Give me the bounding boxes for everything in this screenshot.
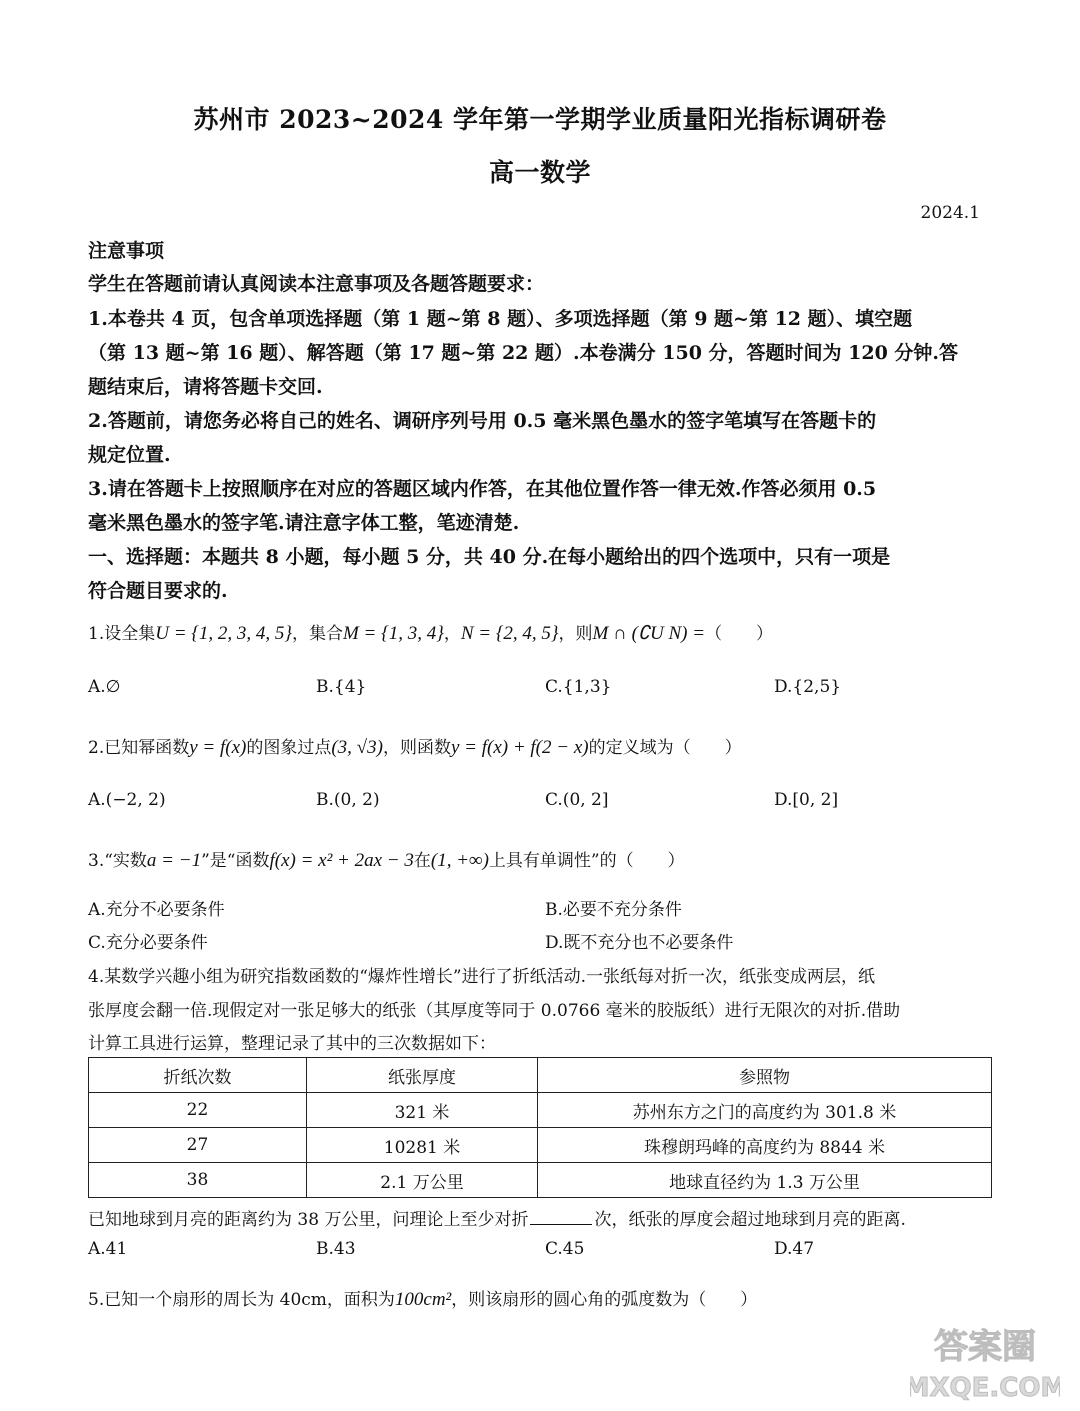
q3-option-b: B.必要不充分条件: [545, 900, 682, 920]
q2-text: 2.已知幂函数: [88, 738, 190, 758]
q1-option-b: B.{4}: [316, 677, 367, 697]
folding-data-table: [88, 1057, 992, 1198]
q5-text: 5.已知一个扇形的周长为 40cm，面积为: [88, 1290, 395, 1310]
q4-option-c: C.45: [545, 1239, 585, 1259]
question-4-line: 4.某数学兴趣小组为研究指数函数的“爆炸性增长”进行了折纸活动.一张纸每对折一次，纸张变成两层，纸: [88, 967, 876, 987]
q2-option-b: B.(0, 2): [316, 790, 380, 810]
q2-math: y = f(x): [189, 737, 247, 758]
table-cell: 地球直径约为 1.3 万公里: [538, 1163, 992, 1198]
q2-text: 的定义域为（ ）: [588, 738, 742, 758]
q4-text: 次，纸张的厚度会超过地球到月亮的距离.: [594, 1210, 906, 1230]
question-4-line: 张厚度会翻一倍.现假定对一张足够大的纸张（其厚度等同于 0.0766 毫米的胶版纸）进行无限次的对折.借助: [88, 1001, 901, 1021]
answer-blank: [530, 1223, 592, 1225]
q2-math: (3, √3): [331, 737, 383, 758]
q5-text: ，则该扇形的圆心角的弧度数为（ ）: [451, 1290, 758, 1310]
q3-text: 上具有单调性”的（ ）: [488, 851, 685, 871]
notice-line: 2.答题前，请您务必将自己的姓名、调研序列号用 0.5 毫米黑色墨水的签字笔填写在答题卡的: [88, 410, 877, 432]
table-row: [89, 1163, 992, 1198]
watermark-logo: [910, 1318, 1060, 1404]
q1-math: M ∩ (∁U N) =: [592, 623, 706, 644]
q3-text: ”是“函数: [201, 851, 270, 871]
question-4-followup: [88, 1205, 906, 1230]
question-5: [88, 1285, 757, 1311]
q1-option-c: C.{1,3}: [545, 677, 612, 697]
table-cell: 27: [89, 1128, 307, 1163]
q4-option-d: D.47: [774, 1239, 815, 1259]
notice-line: 规定位置.: [88, 444, 171, 466]
section-heading-cont: 符合题目要求的.: [88, 580, 228, 602]
q3-option-d: D.既不充分也不必要条件: [545, 933, 734, 953]
watermark-cn: 答案圈: [934, 1327, 1036, 1367]
q1-math: M = {1, 3, 4}: [342, 623, 444, 644]
q3-math: (1, +∞): [430, 850, 489, 871]
q3-math: f(x) = x² + 2ax − 3: [269, 850, 414, 871]
table-cell: 321 米: [307, 1093, 538, 1128]
q2-text: ，则函数: [382, 738, 451, 758]
notice-heading: 注意事项: [88, 240, 165, 262]
q4-option-b: B.43: [316, 1239, 356, 1259]
q1-math: U = {1, 2, 3, 4, 5}: [155, 623, 292, 644]
question-1: [88, 619, 773, 645]
notice-line: 题结束后，请将答题卡交回.: [88, 376, 323, 398]
q1-option-d: D.{2,5}: [774, 677, 842, 697]
q1-text: ，集合: [291, 624, 343, 644]
q5-math: 100cm²: [394, 1289, 452, 1310]
q3-option-c: C.充分必要条件: [88, 933, 208, 953]
q3-math: a = −1: [146, 850, 202, 871]
table-header: 纸张厚度: [307, 1058, 538, 1093]
exam-title: 苏州市 2023~2024 学年第一学期学业质量阳光指标调研卷: [193, 105, 887, 134]
q1-option-a: A.∅: [88, 677, 121, 697]
q2-option-a: A.(−2, 2): [88, 790, 166, 810]
question-3: [88, 846, 685, 872]
watermark-en: MXQE.COM: [910, 1373, 1060, 1403]
table-cell: 2.1 万公里: [307, 1163, 538, 1198]
notice-line: 3.请在答题卡上按照顺序在对应的答题区域内作答，在其他位置作答一律无效.作答必须用 0.5: [88, 478, 877, 500]
q4-option-a: A.41: [88, 1239, 128, 1259]
watermark-graphic: [910, 1318, 1060, 1404]
q3-option-a: A.充分不必要条件: [88, 900, 225, 920]
q2-option-c: C.(0, 2]: [545, 790, 609, 810]
table-cell: 珠穆朗玛峰的高度约为 8844 米: [538, 1128, 992, 1163]
notice-line: 1.本卷共 4 页，包含单项选择题（第 1 题~第 8 题）、多项选择题（第 9 题~第 12 题）、填空题: [88, 308, 913, 330]
table-header: 参照物: [538, 1058, 992, 1093]
notice-line: 毫米黑色墨水的签字笔.请注意字体工整，笔迹清楚.: [88, 512, 520, 534]
q4-text: 已知地球到月亮的距离约为 38 万公里，问理论上至少对折: [88, 1210, 529, 1230]
table-row: [89, 1128, 992, 1163]
q1-text: ，则: [558, 624, 593, 644]
table-cell: 10281 米: [307, 1128, 538, 1163]
exam-date: 2024.1: [920, 203, 980, 223]
q3-text: 3.“实数: [88, 851, 147, 871]
notice-intro: 学生在答题前请认真阅读本注意事项及各题答题要求：: [88, 273, 545, 295]
q2-text: 的图象过点: [246, 738, 332, 758]
q1-text: （ ）: [705, 624, 774, 644]
table-cell: 苏州东方之门的高度约为 301.8 米: [538, 1093, 992, 1128]
exam-subject: 高一数学: [488, 158, 591, 187]
q1-text: ，: [443, 624, 461, 644]
table-header: 折纸次数: [89, 1058, 307, 1093]
section-heading: 一、选择题：本题共 8 小题，每小题 5 分，共 40 分.在每小题给出的四个选项中，只有一项是: [88, 546, 891, 568]
notice-line: （第 13 题~第 16 题）、解答题（第 17 题~第 22 题）.本卷满分 150 分，答题时间为 120 分钟.答: [88, 342, 959, 364]
q2-math: y = f(x) + f(2 − x): [450, 737, 589, 758]
question-4-line: 计算工具进行运算，整理记录了其中的三次数据如下：: [88, 1034, 496, 1054]
q3-text: 在: [413, 851, 431, 871]
q1-text: 1.设全集: [88, 624, 156, 644]
table-cell: 22: [89, 1093, 307, 1128]
q2-option-d: D.[0, 2]: [774, 790, 839, 810]
question-2: [88, 733, 742, 759]
table-header-row: [89, 1058, 992, 1093]
table-row: [89, 1093, 992, 1128]
table-cell: 38: [89, 1163, 307, 1198]
q1-math: N = {2, 4, 5}: [460, 623, 559, 644]
